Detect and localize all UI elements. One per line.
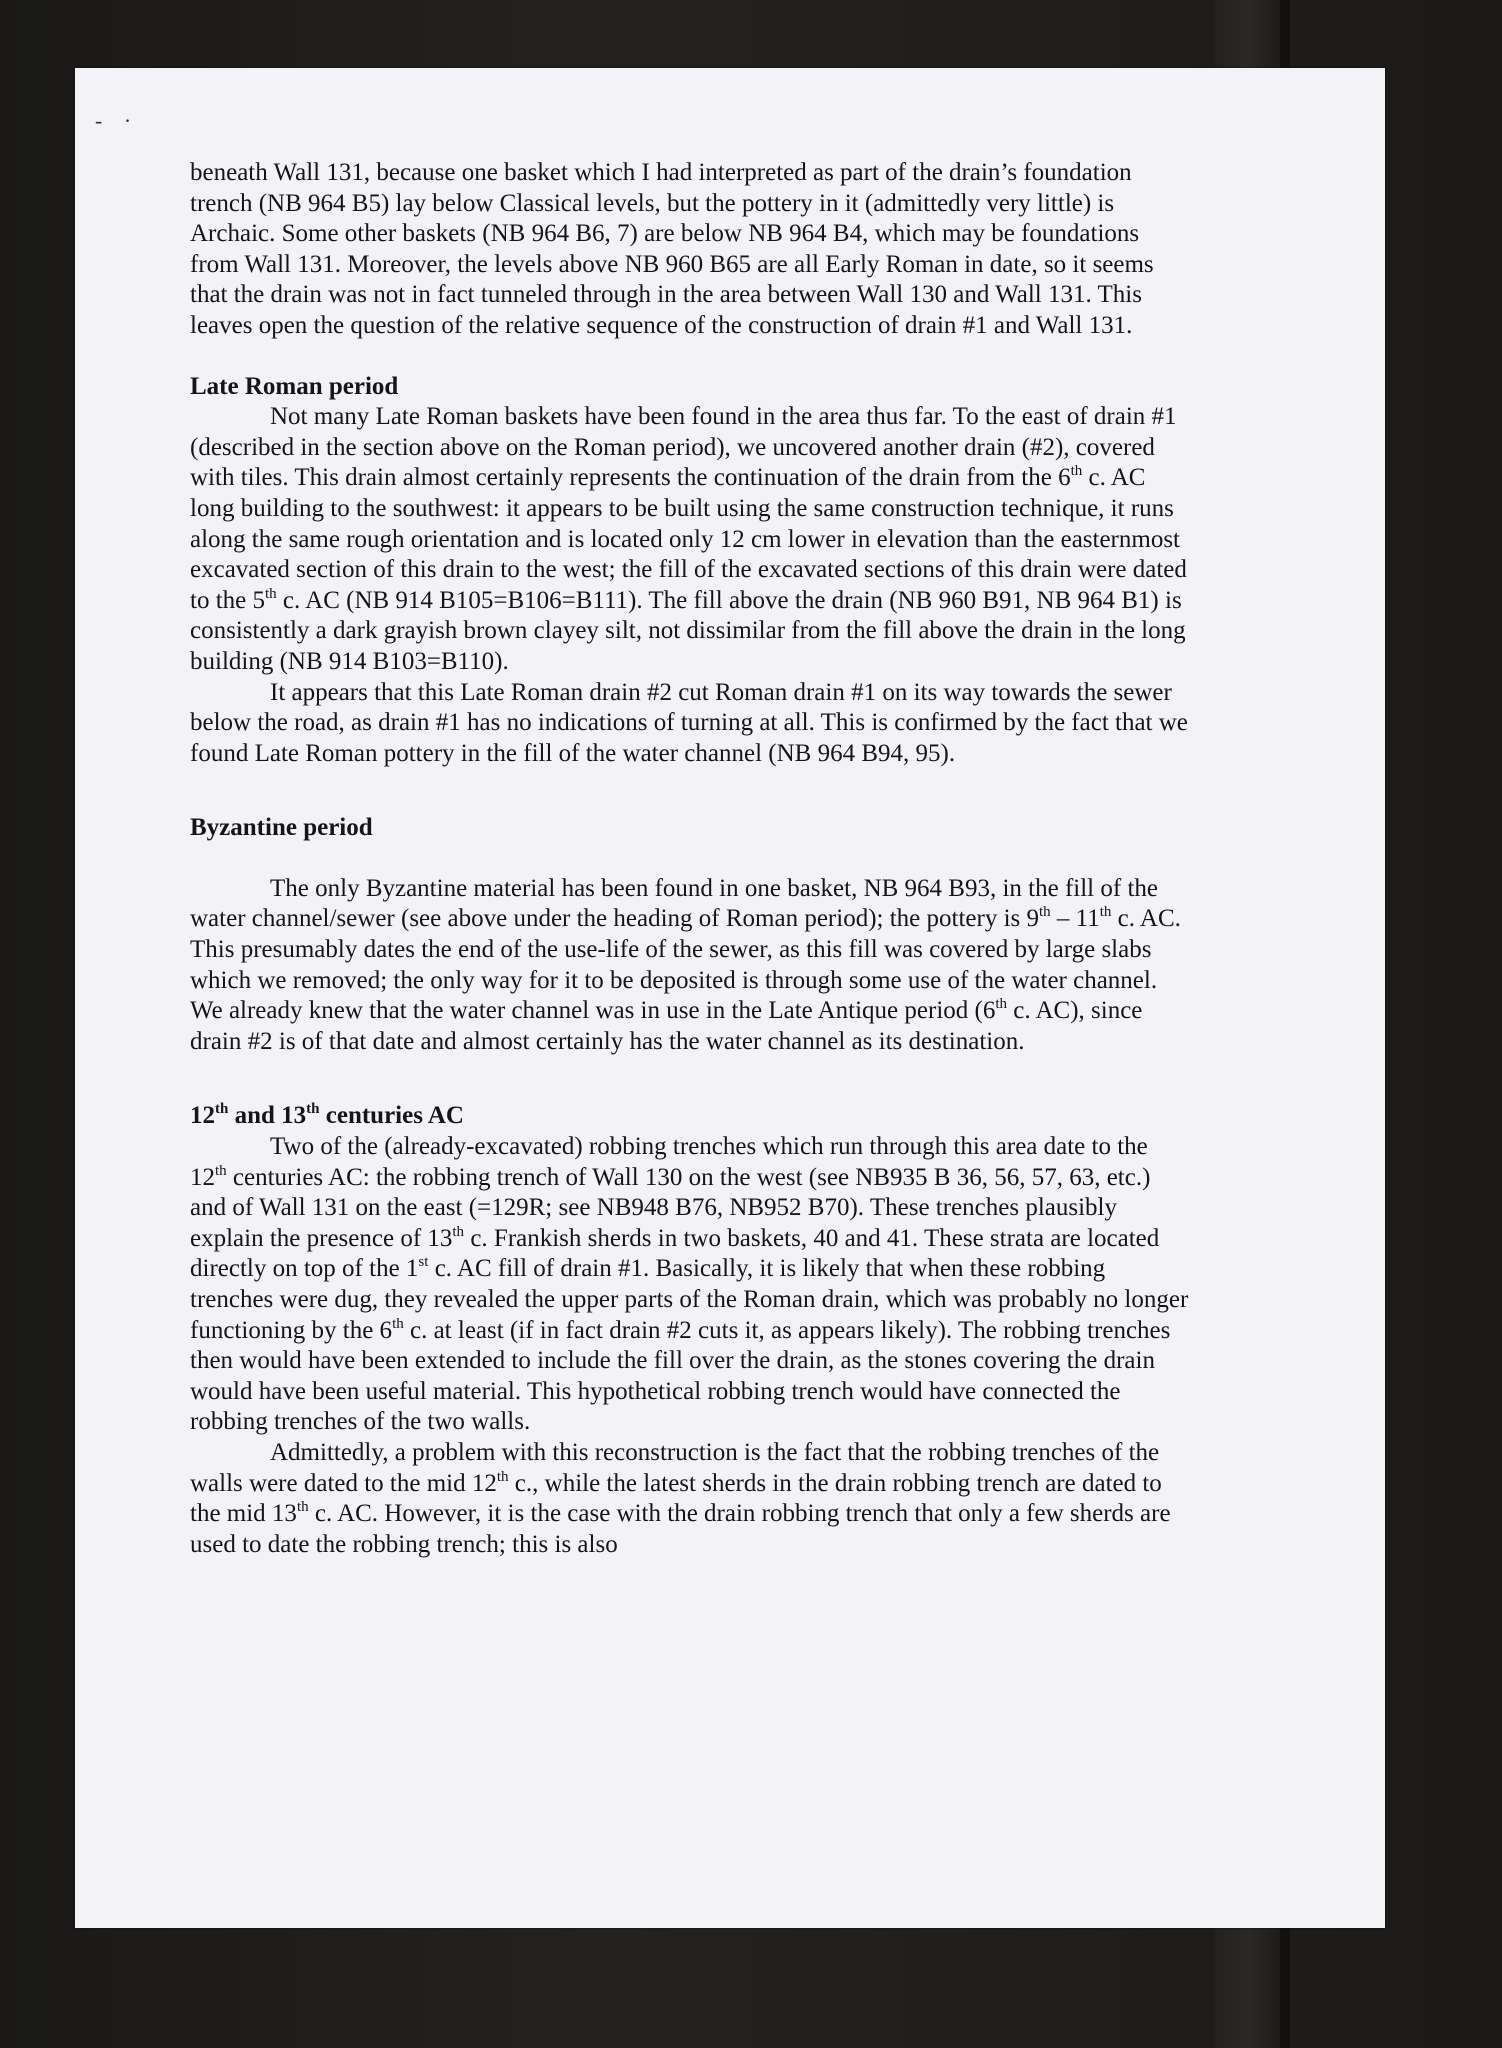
superscript: th (452, 1223, 465, 1240)
text-run: 12 (190, 1102, 215, 1130)
section-heading (190, 813, 1190, 844)
text-run: and 13 (228, 1102, 307, 1130)
text-run: Byzantine period (190, 814, 373, 842)
superscript: th (265, 585, 277, 602)
text-run: c. at least (if in fact drain #2 cuts it, as appears likely). The robbing trenches then would have been extended to include the fill over the drain, as the stones covering the drain would have been useful material. This hypothetical robbing trench would have connected the robbing trenches of the two walls. (190, 1316, 1171, 1436)
text-run: Admittedly, a problem with this reconstruction is the fact that the robbing trenches of the walls were dated to the mid 12 (190, 1438, 1160, 1497)
paragraph (190, 1438, 1190, 1560)
text-run: c. AC. This presumably dates the end of the use-life of the sewer, as this fill was covered by large slabs which we removed; the only way for it to be deposited is through some use of the water channel. We already knew that the water channel was in use in the Late Antique period (6 (190, 905, 1181, 1025)
document-body (190, 158, 1190, 1560)
margin-mark: - · (95, 108, 140, 133)
superscript: th (1099, 904, 1112, 921)
text-run: – 11 (1050, 905, 1100, 933)
text-run: centuries AC (319, 1102, 464, 1130)
text-run: c. AC (NB 914 B105=B106=B111). The fill above the drain (NB 960 B91, NB 964 B1) is consistently a dark grayish brown clayey silt, not dissimilar from the fill above the drain in the long building (NB 914 B103=B110). (190, 586, 1186, 675)
superscript: th (296, 1499, 309, 1516)
paragraph (190, 158, 1190, 342)
text-run: centuries AC: the robbing trench of Wall 130 on the west (see NB935 B 36, 56, 57, 63, etc.) and of Wall 131 on the east (=129R; see NB948 B76, NB952 B70). These trenches plausibly explain the presence of 13 (190, 1163, 1151, 1252)
paragraph (190, 874, 1190, 1058)
text-run: c. AC. However, it is the case with the drain robbing trench that only a few sherds are used to date the robbing trench; this is also (190, 1500, 1171, 1558)
text-run: beneath Wall 131, because one basket which I had interpreted as part of the drain’s foundation trench (NB 964 B5) lay below Classical levels, but the pottery in it (admittedly very little) is Archaic. Some other baskets (NB 964 B6, 7) are below NB 964 B4, which may be foundations from Wall 131. Moreover, the levels above NB 960 B65 are all Early Roman in date, so it seems that the drain was not in fact tunneled through in the area between Wall 130 and Wall 131. This leaves open the question of the relative sequence of the construction of drain #1 and Wall 131. (190, 159, 1154, 339)
section-heading (190, 372, 1190, 403)
section-heading (190, 1101, 1190, 1132)
superscript: th (995, 996, 1008, 1013)
text-run: It appears that this Late Roman drain #2 cut Roman drain #1 on its way towards the sewer below the road, as drain #1 has no indications of turning at all. This is confirmed by the fact that we found Late Roman pottery in the fill of the water channel (NB 964 B94, 95). (190, 678, 1188, 767)
superscript: th (1039, 904, 1051, 921)
paragraph (190, 678, 1190, 770)
text-run: Late Roman period (190, 372, 399, 400)
text-run: Not many Late Roman baskets have been found in the area thus far. To the east of drain #1 (described in the section above on the Roman period), we uncovered another drain (#2), covered with tiles. This drain almost certainly represents the continuation of the drain from the 6 (190, 403, 1177, 492)
superscript: th (496, 1468, 509, 1485)
text-run: Two of the (already-excavated) robbing trenches which run through this area date to the 12 (190, 1133, 1148, 1191)
paragraph (190, 1132, 1190, 1438)
superscript: th (392, 1315, 404, 1332)
text-run: c. AC long building to the southwest: it appears to be built using the same construction technique, it runs along the same rough orientation and is located only 12 cm lower in elevation than the easternmost excavated section of this drain to the west; the fill of the excavated sections of this drain were dated to the 5 (190, 464, 1187, 614)
superscript: th (215, 1101, 229, 1118)
text-run: c. Frankish sherds in two baskets, 40 and 41. These strata are located directly on top of the 1 (190, 1224, 1160, 1283)
superscript: th (1070, 463, 1083, 480)
paragraph (190, 402, 1190, 677)
superscript: th (215, 1162, 227, 1179)
text-run: c. AC), since drain #2 is of that date and almost certainly has the water channel as its destination. (190, 997, 1143, 1055)
superscript: st (418, 1254, 429, 1271)
text-run: The only Byzantine material has been found in one basket, NB 964 B93, in the fill of the water channel/sewer (see above under the heading of Roman period); the pottery is 9 (190, 874, 1158, 933)
text-run: c. AC fill of drain #1. Basically, it is likely that when these robbing trenches were dug, they revealed the upper parts of the Roman drain, which was probably no longer functioning by the 6 (190, 1255, 1189, 1344)
text-run: c., while the latest sherds in the drain robbing trench are dated to the mid 13 (190, 1469, 1162, 1528)
superscript: th (306, 1101, 320, 1118)
